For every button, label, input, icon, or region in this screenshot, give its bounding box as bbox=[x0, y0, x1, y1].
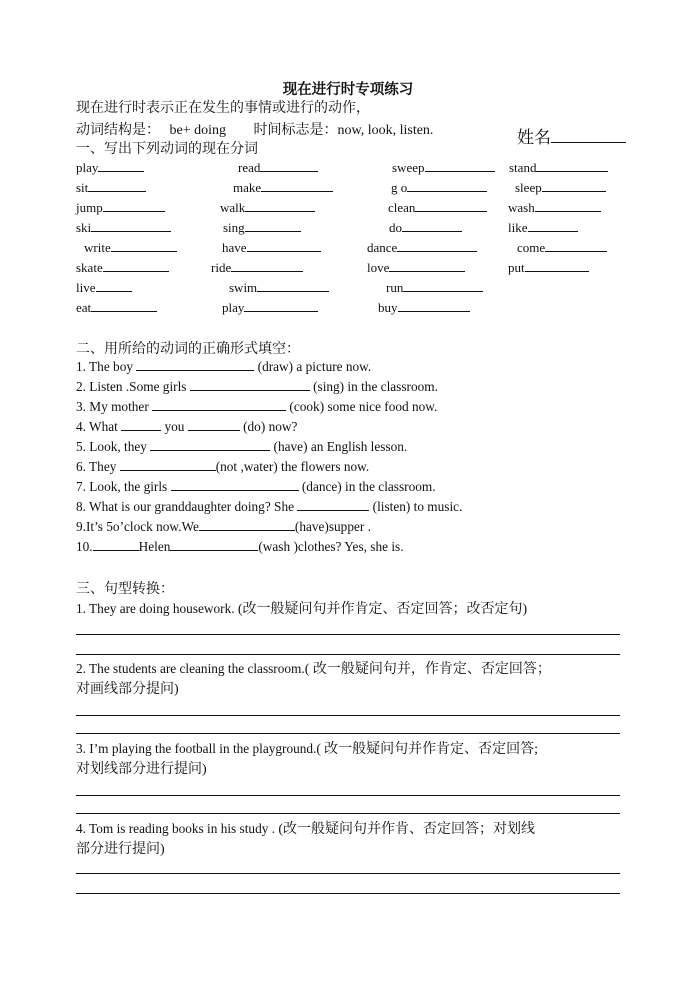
fill-blank[interactable] bbox=[152, 409, 286, 411]
transform-instruction: ( 改一般疑问句并，作肯定、否定回答； bbox=[304, 662, 551, 677]
verb-item bbox=[229, 280, 329, 296]
fill-text: 4. What bbox=[76, 419, 122, 434]
answer-blank[interactable] bbox=[542, 190, 606, 192]
verb-item bbox=[508, 220, 578, 236]
fill-text: 8. What is our granddaughter doing? She bbox=[76, 499, 298, 514]
answer-blank[interactable] bbox=[231, 270, 303, 272]
fill-text: (draw) a picture now. bbox=[254, 359, 372, 374]
verb-word: love bbox=[367, 260, 390, 275]
fill-text: (do) now? bbox=[239, 419, 298, 434]
answer-line[interactable] bbox=[76, 654, 620, 655]
page-title: 现在进行时专项练习 bbox=[282, 82, 414, 98]
verb-word: jump bbox=[76, 200, 103, 215]
verb-word: do bbox=[389, 220, 402, 235]
fill-blank[interactable] bbox=[136, 369, 254, 371]
answer-blank[interactable] bbox=[103, 270, 169, 272]
section3-heading: 三、句型转换： bbox=[76, 582, 174, 597]
fill-text: 9.It’s 5o’clock now.We bbox=[76, 519, 199, 534]
structure-label: 动词结构是： bbox=[76, 123, 160, 138]
verb-item bbox=[222, 240, 321, 256]
answer-blank[interactable] bbox=[91, 310, 157, 312]
fill-text: (cook) some nice food now. bbox=[286, 399, 438, 414]
verb-item bbox=[386, 280, 483, 296]
fill-blank[interactable] bbox=[297, 509, 369, 511]
answer-line[interactable] bbox=[76, 634, 620, 635]
fill-item bbox=[76, 379, 438, 395]
verb-word: stand bbox=[509, 160, 537, 175]
transform-instruction-cont: 对画线部分提问) bbox=[76, 682, 179, 697]
fill-text: 10. bbox=[76, 539, 93, 554]
answer-blank[interactable] bbox=[96, 290, 132, 292]
transform-item bbox=[76, 598, 527, 618]
verb-item bbox=[76, 260, 169, 276]
verb-word: swim bbox=[229, 280, 258, 295]
fill-text: you bbox=[161, 419, 188, 434]
answer-blank[interactable] bbox=[545, 250, 607, 252]
verb-item bbox=[508, 260, 589, 276]
transform-item bbox=[76, 658, 551, 678]
verb-word: run bbox=[386, 280, 404, 295]
answer-blank[interactable] bbox=[261, 190, 333, 192]
verb-item bbox=[378, 300, 470, 316]
verb-item bbox=[367, 260, 465, 276]
answer-blank[interactable] bbox=[88, 190, 146, 192]
verb-item bbox=[76, 280, 132, 296]
fill-text: (not ,water) the flowers now. bbox=[215, 459, 370, 474]
structure-line bbox=[76, 119, 433, 139]
answer-blank[interactable] bbox=[528, 230, 578, 232]
verb-item bbox=[367, 240, 477, 256]
answer-line[interactable] bbox=[76, 715, 620, 716]
answer-blank[interactable] bbox=[245, 230, 301, 232]
verb-item bbox=[76, 200, 165, 216]
verb-item bbox=[76, 300, 157, 316]
verb-word: put bbox=[508, 260, 525, 275]
answer-line[interactable] bbox=[76, 795, 620, 796]
transform-instruction-cont: 对划线部分进行提问) bbox=[76, 762, 207, 777]
verb-item bbox=[76, 220, 171, 236]
verb-word: write bbox=[84, 240, 111, 255]
section1-heading: 一、写出下列动词的现在分词 bbox=[76, 142, 258, 157]
fill-text: 2. Listen .Some girls bbox=[76, 379, 190, 394]
verb-item bbox=[84, 240, 177, 256]
signal-label: 时间标志是： bbox=[253, 123, 338, 138]
answer-blank[interactable] bbox=[525, 270, 589, 272]
verb-word: sweep bbox=[392, 160, 425, 175]
answer-blank[interactable] bbox=[257, 290, 329, 292]
fill-blank[interactable] bbox=[188, 429, 240, 431]
fill-text: (listen) to music. bbox=[369, 499, 463, 514]
fill-item bbox=[76, 439, 407, 455]
verb-word: come bbox=[517, 240, 546, 255]
fill-blank[interactable] bbox=[121, 429, 161, 431]
answer-blank[interactable] bbox=[103, 210, 165, 212]
verb-word: live bbox=[76, 280, 96, 295]
fill-text: 7. Look, the girls bbox=[76, 479, 171, 494]
fill-blank[interactable] bbox=[190, 389, 310, 391]
verb-word: wash bbox=[508, 200, 535, 215]
answer-blank[interactable] bbox=[260, 170, 318, 172]
answer-blank[interactable] bbox=[415, 210, 487, 212]
verb-word: make bbox=[233, 180, 262, 195]
signal-words: now, look, listen. bbox=[337, 123, 434, 138]
verb-item bbox=[222, 300, 318, 316]
answer-blank[interactable] bbox=[91, 230, 171, 232]
fill-blank[interactable] bbox=[150, 449, 270, 451]
name-blank[interactable] bbox=[551, 141, 626, 143]
verb-item bbox=[388, 200, 487, 216]
verb-item bbox=[392, 160, 495, 176]
fill-item bbox=[76, 359, 371, 375]
fill-blank[interactable] bbox=[93, 549, 139, 551]
fill-blank[interactable] bbox=[199, 529, 295, 531]
verb-item bbox=[238, 160, 318, 176]
verb-word: ride bbox=[211, 260, 232, 275]
verb-item bbox=[389, 220, 462, 236]
verb-word: dance bbox=[367, 240, 398, 255]
answer-blank[interactable] bbox=[397, 250, 477, 252]
answer-blank[interactable] bbox=[403, 290, 483, 292]
fill-item bbox=[76, 459, 369, 475]
verb-word: clean bbox=[388, 200, 416, 215]
verb-word: play bbox=[222, 300, 245, 315]
verb-item bbox=[508, 200, 601, 216]
verb-item bbox=[233, 180, 333, 196]
answer-blank[interactable] bbox=[536, 170, 608, 172]
verb-item bbox=[515, 180, 606, 196]
transform-instruction: 改一般疑问句并作肯定、否定回答; bbox=[324, 742, 539, 757]
verb-item bbox=[76, 160, 144, 176]
verb-word: sit bbox=[76, 180, 89, 195]
fill-item bbox=[76, 539, 404, 555]
verb-item bbox=[223, 220, 301, 236]
structure-value: be+ doing bbox=[169, 123, 226, 138]
answer-blank[interactable] bbox=[398, 310, 470, 312]
fill-text: 1. The boy bbox=[76, 359, 137, 374]
fill-text: (dance) in the classroom. bbox=[298, 479, 436, 494]
answer-blank[interactable] bbox=[389, 270, 465, 272]
fill-item bbox=[76, 399, 437, 415]
transform-sentence: 2. The students are cleaning the classroom. bbox=[76, 661, 305, 676]
verb-word: have bbox=[222, 240, 247, 255]
intro-line: 现在进行时表示正在发生的事情或进行的动作， bbox=[76, 101, 370, 116]
fill-text: (have)supper . bbox=[294, 519, 371, 534]
transform-instruction: (改一般疑问句并作肯定、否定回答；改否定句) bbox=[237, 602, 528, 617]
verb-item bbox=[211, 260, 303, 276]
answer-blank[interactable] bbox=[407, 190, 487, 192]
answer-blank[interactable] bbox=[244, 310, 318, 312]
verb-word: g o bbox=[391, 180, 408, 195]
answer-line[interactable] bbox=[76, 813, 620, 814]
verb-item bbox=[517, 240, 607, 256]
answer-line[interactable] bbox=[76, 893, 620, 894]
verb-item bbox=[509, 160, 608, 176]
answer-blank[interactable] bbox=[425, 170, 495, 172]
verb-word: buy bbox=[378, 300, 398, 315]
name-label: 姓名 bbox=[517, 128, 551, 147]
fill-blank[interactable] bbox=[170, 549, 258, 551]
fill-text: Helen bbox=[138, 539, 171, 554]
transform-sentence: 3. I’m playing the football in the playground.( bbox=[76, 741, 325, 756]
fill-text: 3. My mother bbox=[76, 399, 153, 414]
verb-word: play bbox=[76, 160, 99, 175]
transform-sentence: 1. They are doing housework. bbox=[76, 601, 238, 616]
name-field bbox=[517, 123, 626, 148]
fill-text: (have) an English lesson. bbox=[270, 439, 408, 454]
fill-item bbox=[76, 479, 436, 495]
verb-word: walk bbox=[220, 200, 246, 215]
verb-word: ski bbox=[76, 220, 92, 235]
fill-blank[interactable] bbox=[171, 489, 299, 491]
answer-blank[interactable] bbox=[247, 250, 321, 252]
fill-text: (sing) in the classroom. bbox=[309, 379, 438, 394]
transform-item bbox=[76, 818, 535, 838]
fill-item bbox=[76, 419, 297, 435]
answer-line[interactable] bbox=[76, 873, 620, 874]
answer-blank[interactable] bbox=[535, 210, 601, 212]
fill-item bbox=[76, 499, 462, 515]
answer-blank[interactable] bbox=[98, 170, 144, 172]
fill-text: (wash )clothes? Yes, she is. bbox=[258, 539, 404, 554]
verb-item bbox=[76, 180, 146, 196]
fill-text: 6. They bbox=[76, 459, 120, 474]
verb-item bbox=[220, 200, 315, 216]
verb-word: like bbox=[508, 220, 528, 235]
verb-item bbox=[391, 180, 487, 196]
verb-word: sleep bbox=[515, 180, 542, 195]
verb-word: skate bbox=[76, 260, 103, 275]
answer-line[interactable] bbox=[76, 733, 620, 734]
answer-blank[interactable] bbox=[402, 230, 462, 232]
fill-blank[interactable] bbox=[120, 469, 216, 471]
transform-instruction-cont: 部分进行提问) bbox=[76, 842, 165, 857]
transform-sentence: 4. Tom is reading books in his study . bbox=[76, 821, 279, 836]
transform-instruction: (改一般疑问句并作肯、否定回答；对划线 bbox=[278, 822, 536, 837]
verb-word: read bbox=[238, 160, 261, 175]
verb-word: eat bbox=[76, 300, 92, 315]
section2-heading: 二、用所给的动词的正确形式填空： bbox=[76, 342, 300, 357]
verb-word: sing bbox=[223, 220, 245, 235]
answer-blank[interactable] bbox=[245, 210, 315, 212]
answer-blank[interactable] bbox=[111, 250, 177, 252]
transform-item bbox=[76, 738, 538, 758]
fill-text: 5. Look, they bbox=[76, 439, 151, 454]
fill-item bbox=[76, 519, 371, 535]
